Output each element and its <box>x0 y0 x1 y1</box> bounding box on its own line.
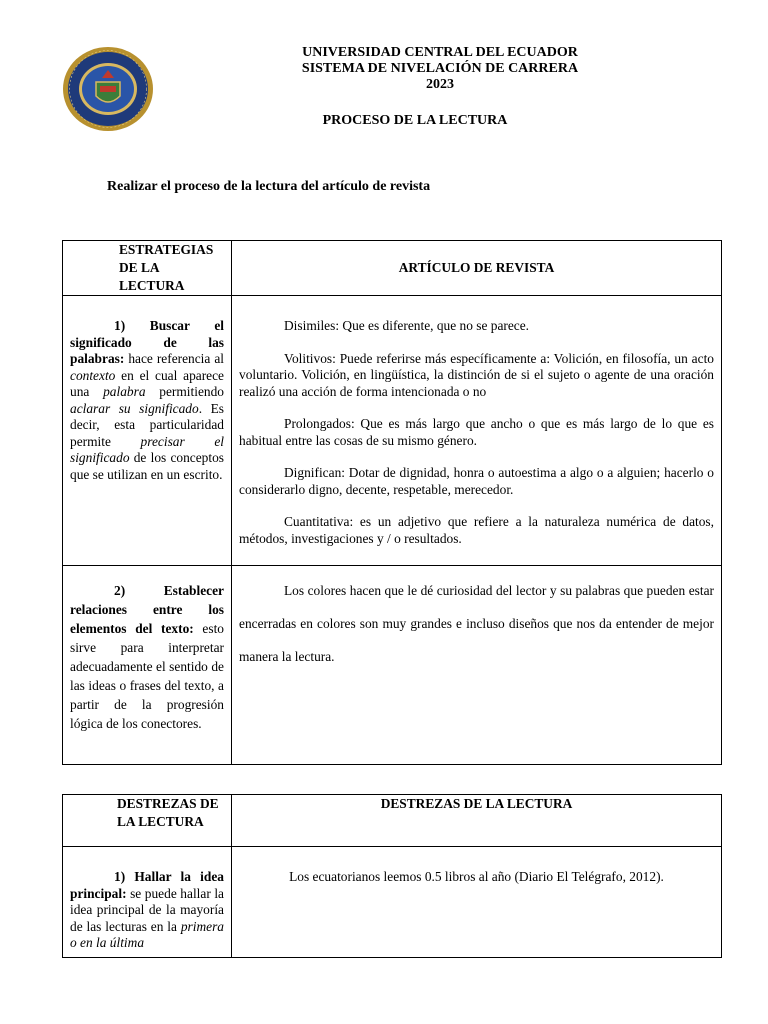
strategy-2-heading: 2) Establecer relaciones entre los elementos del texto: <box>70 583 224 636</box>
header-year: 2023 <box>426 77 454 92</box>
header-cell-skills <box>63 795 232 847</box>
strategy-1-text: . Es decir, esta particularidad permite <box>70 400 224 449</box>
header-cell-strategies <box>63 241 232 296</box>
system-name: SISTEMA DE NIVELACIÓN DE CARRERA <box>301 61 579 76</box>
strategies-table <box>62 240 722 765</box>
strategy-1-term: aclarar su significado <box>70 400 199 416</box>
definition-paragraph: Volitivos: Puede referirse más específicamente a: Volición, en filosofía, un acto voluntario. Volición, en lingüística, la distinción de si el sujeto o agente de una oración realizó una acción de forma intencionada o no <box>239 350 714 399</box>
strategy-1-heading: 1) Buscar el significado de las palabras: <box>70 318 224 366</box>
strategy-cell-2 <box>63 566 232 765</box>
document-title: PROCESO DE LA LECTURA <box>322 113 508 128</box>
skills-table <box>62 794 722 958</box>
header-block <box>200 45 680 93</box>
article-cell-1 <box>232 296 722 566</box>
table-row <box>63 566 722 765</box>
header-skills-text: DESTREZAS DE LA LECTURA <box>117 796 219 829</box>
header-strategies-text: ESTRATEGIAS DE LA LECTURA <box>119 242 214 293</box>
header-skills-right-text: DESTREZAS DE LA LECTURA <box>380 796 573 811</box>
definition-paragraph: Prolongados: Que es más largo que ancho o que es más largo de lo que es habitual entre las cosas de su mismo género. <box>239 416 714 448</box>
article-cell-2 <box>232 566 722 765</box>
skill-example-text: Los ecuatorianos leemos 0.5 libros al año (Diario El Telégrafo, 2012). <box>289 869 664 884</box>
definition-paragraph: Disimiles: Que es diferente, que no se parece. <box>284 318 530 333</box>
strategy-1-text: hace referencia al <box>124 351 224 366</box>
header-cell-article <box>232 241 722 296</box>
table-row <box>63 296 722 566</box>
definition-paragraph: Dignifican: Dotar de dignidad, honra o autoestima a algo o a alguien; hacerlo o considerarlo digno, decente, respetable, merecedor. <box>239 465 714 497</box>
strategy-2-text: esto sirve para interpretar adecuadamente el sentido de las ideas o frases del texto, a partir de la progresión lógica de los conectores. <box>70 621 224 731</box>
table-header-row <box>63 795 722 847</box>
strategy-1-text: de los conceptos que se utilizan en un escrito. <box>70 450 224 482</box>
strategy-1-term: contexto <box>70 367 116 383</box>
header-cell-skills-right <box>232 795 722 847</box>
university-name: UNIVERSIDAD CENTRAL DEL ECUADOR <box>302 45 578 60</box>
strategy-1-text: en el cual aparece una <box>70 367 224 399</box>
article-paragraph: Los colores hacen que le dé curiosidad del lector y su palabras que pueden estar encerradas en colores son muy grandes e incluso diseños que nos da entender de mejor manera la lectura. <box>239 583 714 664</box>
instruction-text: Realizar el proceso de la lectura del artículo de revista <box>107 179 431 194</box>
table-row <box>63 847 722 958</box>
strategy-1-term: palabra <box>103 384 146 399</box>
strategy-1-text: permitiendo <box>145 384 224 399</box>
skill-1-text-wrap <box>70 869 224 951</box>
table-header-row <box>63 241 722 296</box>
university-seal-icon <box>62 46 154 132</box>
header-article-text: ARTÍCULO DE REVISTA <box>398 260 555 275</box>
skill-1-text: se puede hallar la idea principal de la mayoría de las lecturas en la <box>70 885 224 934</box>
skill-example-cell <box>232 847 722 958</box>
skill-1-heading: 1) Hallar la idea principal: <box>70 869 224 901</box>
strategy-cell-1 <box>63 296 232 566</box>
skill-1-term: primera o en la última <box>70 918 224 950</box>
skill-cell-1 <box>63 847 232 958</box>
definition-paragraph: Cuantitativa: es un adjetivo que refiere a la naturaleza numérica de datos, métodos, investigaciones y / o resultados. <box>239 514 714 546</box>
strategy-1-term: precisar el significado <box>70 433 224 465</box>
